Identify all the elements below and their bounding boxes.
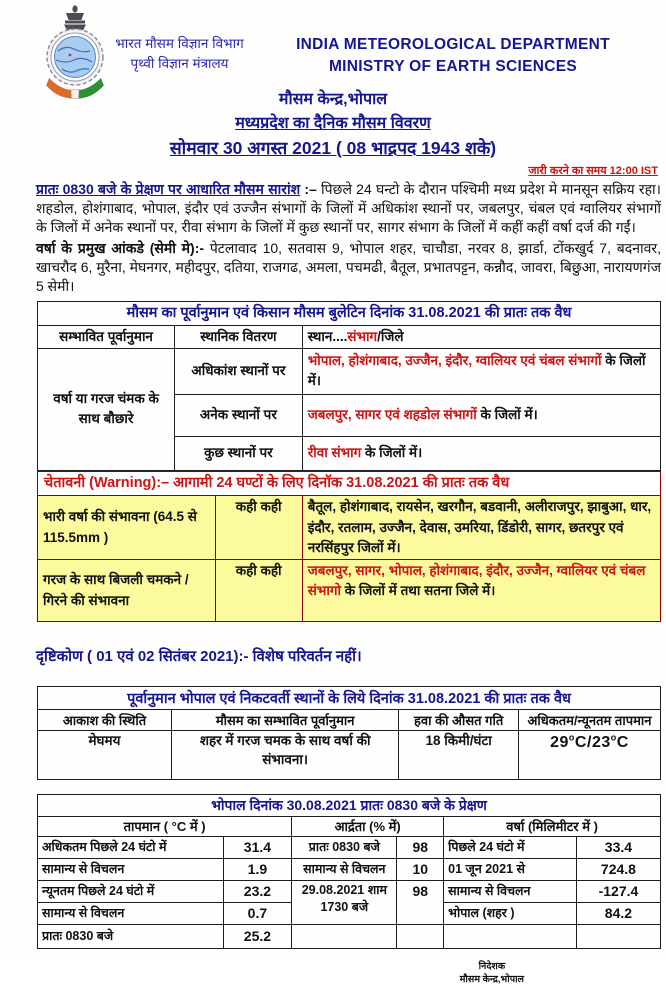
- signature-title: निदेशक: [478, 961, 506, 973]
- col-header-sky: आकाश की स्थिति: [38, 710, 172, 731]
- table-row: [38, 496, 661, 560]
- col-header-places: [302, 325, 660, 348]
- warning-places-cell: [302, 560, 660, 622]
- humidity-label: 29.08.2021 शाम 1730 बजे: [292, 881, 397, 925]
- max-min-temperature: 29$^o$C/23$^o$C: [550, 733, 629, 752]
- warning-table: [37, 471, 661, 623]
- humidity-value: 98: [397, 837, 444, 859]
- col-header-forecast: सम्भावित पूर्वानुमान: [38, 325, 175, 348]
- places-black: के जिलों में।: [476, 407, 538, 423]
- rain-value: 33.4: [576, 837, 660, 859]
- temp-value: 25.2: [223, 925, 292, 949]
- col-header-distribution: स्थानिक वितरण: [175, 325, 303, 348]
- rain-label: पिछले 24 घंटो में: [444, 837, 577, 859]
- warning-type-cell: गरज के साथ बिजली चमकने / गिरने की संभावना: [38, 560, 216, 622]
- places-red: रीवा संभाग: [307, 445, 362, 461]
- department-title: [250, 34, 656, 79]
- table-row: [38, 925, 661, 949]
- temp-value: 31.4: [223, 837, 292, 859]
- observations-table: [37, 794, 661, 949]
- places-header-part1: स्थान....: [307, 328, 348, 344]
- temperature-cell: [518, 731, 660, 780]
- summary-heading: प्रातः 0830 बजे के प्रेक्षण पर आधारित मौसम सारांश: [36, 180, 301, 197]
- places-black: के जिलों में।: [361, 445, 423, 461]
- empty-cell: [292, 925, 397, 949]
- empty-cell: [444, 925, 577, 949]
- org-name-hindi: [112, 34, 247, 75]
- warning-extent-cell: कही कही: [215, 560, 302, 622]
- forecast-table-title: मौसम का पूर्वानुमान एवं किसान मौसम बुलेटिन दिनांक 31.08.2021 की प्रातः तक वैध: [38, 301, 661, 325]
- wind-speed-cell: 18 किमी/घंटा: [399, 731, 519, 780]
- col-header-wind: हवा की औसत गति: [399, 710, 519, 731]
- warning-places-cell: [302, 496, 660, 560]
- table-row: [38, 301, 661, 325]
- rainfall-figures-body: पेटलावाद 10, सतवास 9, भोपाल शहर, चाचौडा, नरवर 8, झार्डा, टोंकखुर्द 7, बदनावर, खाचरौद 6, मुरैना, मेघनगर, महीदपुर, दतिया, राजगढ, अमला, पचमढी, बैतूल, प्रभातपट्टन, कन्नौद, जावरा, बिछुआ, नारायणगंज 5 सेमी।: [36, 239, 661, 294]
- table-row: [38, 816, 661, 837]
- sky-condition-cell: मेघमय: [38, 731, 172, 780]
- temp-value: 1.9: [223, 859, 292, 881]
- table-row: [38, 325, 661, 348]
- places-cell: [302, 436, 660, 470]
- observations-title: भोपाल दिनांक 30.08.2021 प्रातः 0830 बजे के प्रेक्षण: [38, 795, 661, 817]
- outlook-line: दृष्टिकोण ( 01 एवं 02 सितंबर 2021):- विशेष परिवर्तन नहीं।: [36, 648, 362, 666]
- city-forecast-title: पूर्वानुमान भोपाल एवं निकटवर्ती स्थानों के लिये दिनांक 31.08.2021 की प्रातः तक वैध: [38, 687, 661, 710]
- footer: [0, 961, 666, 987]
- table-row: [38, 837, 661, 859]
- table-row: [38, 687, 661, 710]
- temp-label: सामान्य से विचलन: [38, 903, 224, 925]
- temp-label: न्यूनतम पिछले 24 घंटो में: [38, 881, 224, 903]
- temp-label: सामान्य से विचलन: [38, 859, 224, 881]
- rain-label: भोपाल (शहर ): [444, 903, 577, 925]
- places-black: के जिलों में।: [307, 353, 646, 389]
- humidity-label: सामान्य से विचलन: [292, 859, 397, 881]
- humidity-label: प्रातः 0830 बजे: [292, 837, 397, 859]
- temp-value: 23.2: [223, 881, 292, 903]
- table-row: [38, 795, 661, 817]
- bulletin-subtitle: मध्यप्रदेश का दैनिक मौसम विवरण: [235, 114, 431, 132]
- forecast-type-cell: वर्षा या गरज चंमक के साथ बौछारे: [38, 348, 175, 470]
- rain-label: 01 जून 2021 से: [444, 859, 577, 881]
- distribution-cell: अधिकांश स्थानों पर: [175, 348, 303, 394]
- bulletin-date: सोमवार 30 अगस्त 2021 ( 08 भाद्रपद 1943 शके): [169, 137, 497, 158]
- forecast-table: [37, 301, 661, 471]
- temp-label: अधिकतम पिछले 24 घंटो में: [38, 837, 224, 859]
- warning-title: चेतावनी (Warning):– आगामी 24 घण्टों के लिए दिनॉक 31.08.2021 की प्रातः तक वैध: [38, 471, 661, 496]
- table-row: [38, 859, 661, 881]
- places-red: भोपाल, होशंगाबाद, उज्जैन, इंदौर, ग्वालियर एवं चंबल संभागों: [307, 353, 602, 369]
- distribution-cell: कुछ स्थानों पर: [175, 436, 303, 470]
- rain-label: सामान्य से विचलन: [444, 881, 577, 903]
- humidity-value: 98: [397, 881, 444, 925]
- col-header-forecast: मौसम का सम्भावित पूर्वानुमान: [171, 710, 398, 731]
- table-row: [38, 881, 661, 903]
- table-row: [38, 471, 661, 496]
- table-row: [38, 710, 661, 731]
- rain-value: 724.8: [576, 859, 660, 881]
- org-line1: भारत मौसम विज्ञान विभाग: [115, 36, 244, 51]
- warning-extent-cell: कही कही: [215, 496, 302, 560]
- warning-type-cell: भारी वर्षा की संभावना (64.5 से 115.5mm ): [38, 496, 216, 560]
- col-header-temp: अधिकतम/न्यूनतम तापमान: [518, 710, 660, 731]
- places-header-part3: /जिले: [377, 328, 404, 344]
- places-header-part2: संभाग: [347, 328, 378, 344]
- group-header-temperature: तापमान ( °C में ): [38, 816, 292, 837]
- places-red: जबलपुर, सागर, भोपाल, होशंगाबाद, इंदौर, उज्जैन, ग्वालियर एवं चंबल संभागो: [307, 563, 646, 599]
- distribution-cell: अनेक स्थानों पर: [175, 394, 303, 436]
- temp-label: प्रातः 0830 बजे: [38, 925, 224, 949]
- places-red: जबलपुर, सागर एवं शहडोल संभागों: [307, 407, 477, 423]
- org-line2: पृथ्वी विज्ञान मंत्रालय: [130, 56, 229, 72]
- empty-cell: [397, 925, 444, 949]
- rain-value: -127.4: [576, 881, 660, 903]
- dept-line2: MINISTRY OF EARTH SCIENCES: [328, 58, 578, 76]
- center-name: मौसम केन्द्र,भोपाल: [278, 90, 388, 108]
- city-forecast-table: [37, 686, 661, 780]
- signature-office: मौसम केन्द्र,भोपाल: [459, 973, 524, 985]
- empty-cell: [576, 925, 660, 949]
- humidity-value: 10: [397, 859, 444, 881]
- signature-block: [460, 961, 524, 987]
- issue-time: जारी करने का समय 12:00 IST: [528, 164, 658, 177]
- rainfall-figures-heading: वर्षा के प्रमुख आंकडे (सेमी मे):-: [36, 239, 205, 256]
- temp-value: 0.7: [223, 903, 292, 925]
- imd-logo-icon: [40, 4, 110, 100]
- summary-separator: :–: [300, 180, 322, 197]
- weather-summary-paragraph: [36, 180, 661, 237]
- rainfall-figures-paragraph: [36, 239, 661, 296]
- dept-line1: INDIA METEOROLOGICAL DEPARTMENT: [296, 36, 610, 53]
- table-row: [38, 731, 661, 780]
- group-header-rainfall: वर्षा (मिलिमीटर में ): [444, 816, 661, 837]
- rain-value: 84.2: [576, 903, 660, 925]
- places-black: के जिलों में तथा सतना जिले में।: [340, 583, 496, 599]
- summary-body: पिछले 24 घन्टो के दौरान पश्चिमी मध्य प्रदेश मे मानसून सक्रिय रहा। शहडोल, होशंगाबाद, भोपाल, इंदौर एवं उज्जैन संभागों के जिलों में अधिकांश स्थानों पर, जबलपुर, चंबल एवं ग्वालियर संभागों के जिलों में अनेक स्थानों पर, रीवा संभाग के जिलों में कुछ स्थानों पर, सागर संभाग के जिलों में कहीं कहीं वर्षा दर्ज की गईं।: [36, 180, 661, 235]
- places-cell: [302, 394, 660, 436]
- forecast-cell: शहर में गरज चमक के साथ वर्षा की संभावना।: [171, 731, 398, 780]
- places-cell: [302, 348, 660, 394]
- table-row: [38, 560, 661, 622]
- places-black: बैतूल, होशंगाबाद, रायसेन, खरगौन, बडवानी, अलीराजपुर, झाबुआ, धार, इंदौर, रतलाम, उज्जैन, देवास, उमरिया, डिंडोरी, सागर, छतरपुर एवं नरसिंहपुर जिलों में।: [307, 499, 652, 555]
- group-header-humidity: आर्द्रता (% में): [292, 816, 444, 837]
- header: [0, 0, 666, 178]
- table-row: [38, 348, 661, 394]
